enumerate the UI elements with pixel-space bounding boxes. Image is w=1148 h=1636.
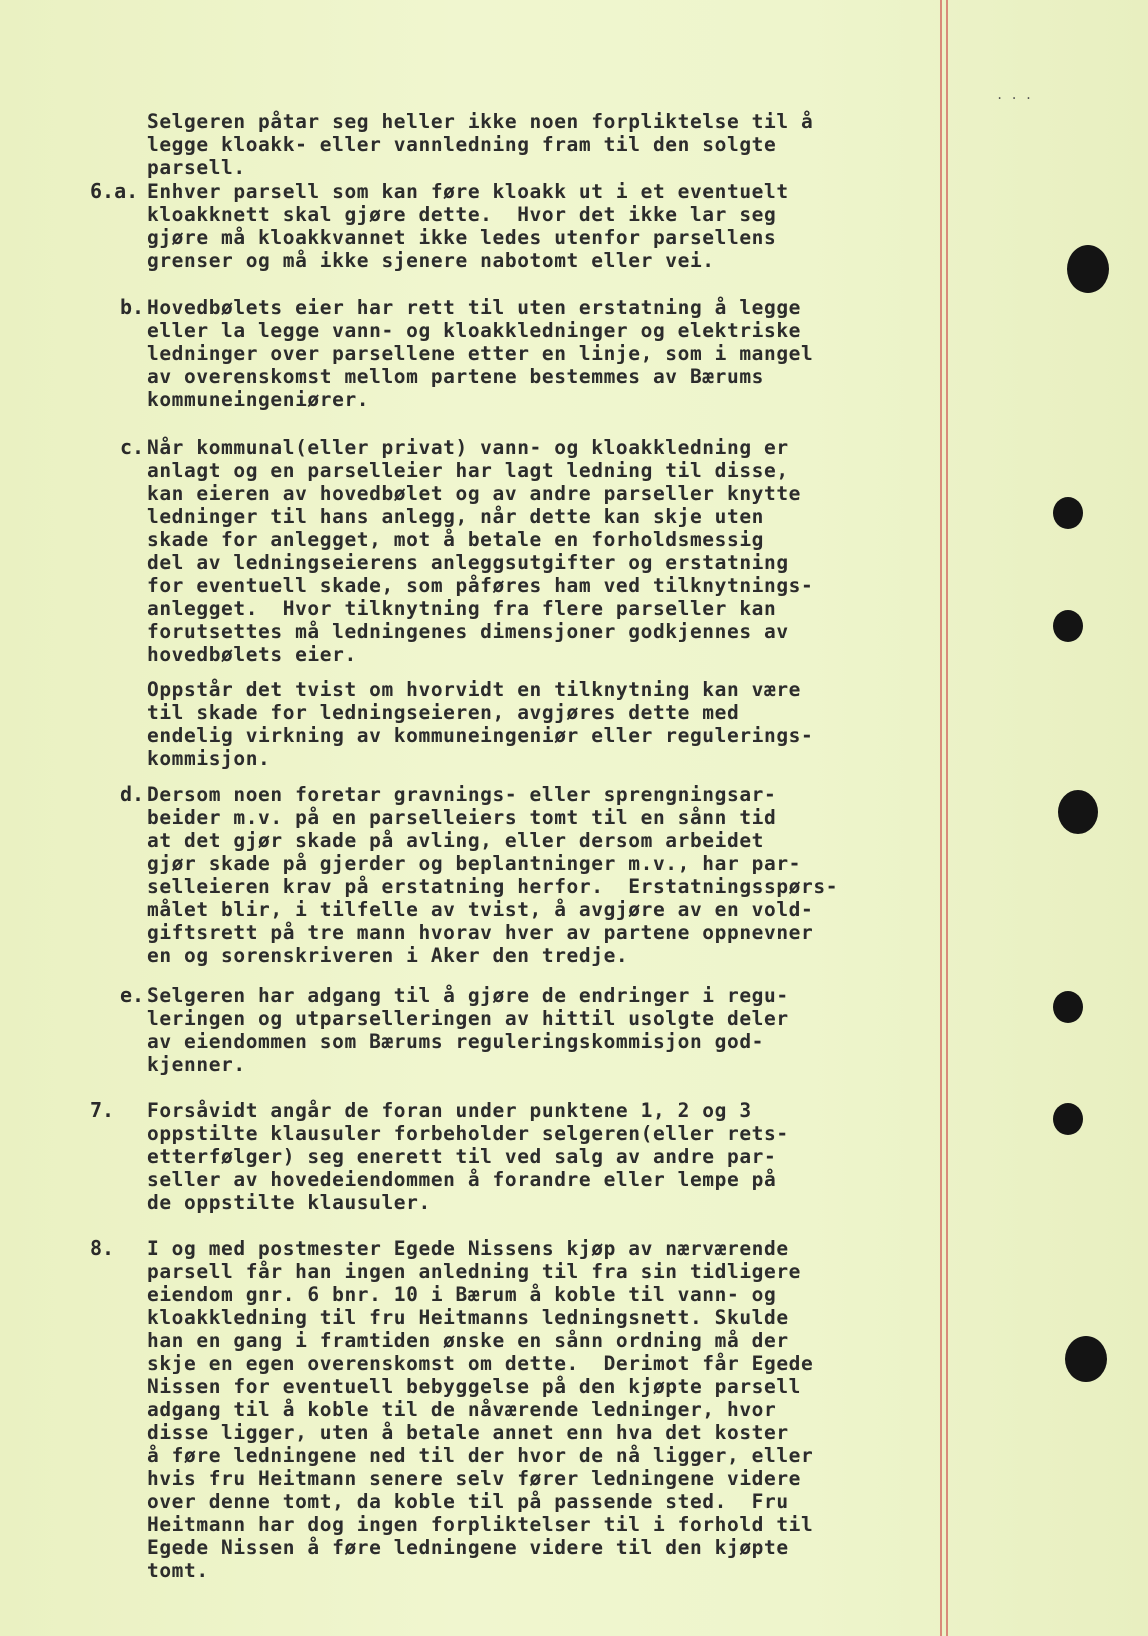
punch-hole-icon bbox=[1053, 991, 1083, 1023]
item-marker-6c: c. bbox=[120, 435, 145, 459]
intro-paragraph: Selgeren påtar seg heller ikke noen forpliktelse til å legge kloakk- eller vannledning fram til den solgte parsell. bbox=[147, 110, 814, 179]
item-marker-7: 7. bbox=[90, 1098, 115, 1122]
item-6c-text: Når kommunal(eller privat) vann- og kloakkledning er anlagt og en parselleier har lagt ledning til disse, kan eieren av hovedbølet og av andre parseller knytte ledninger til hans anlegg, når dette kan skje uten skade for anlegget, mot å betale en forholdsmessig del av ledningseierens anleggsutgifter og erstatning for eventuell skade, som påføres ham ved tilknytnings- anlegget. Hvor tilknytning fra flere parseller kan forutsettes må ledningenes dimensjoner godkjennes av hovedbølets eier. bbox=[147, 436, 814, 666]
punch-hole-icon bbox=[1058, 790, 1098, 834]
punch-hole-icon bbox=[1053, 1103, 1083, 1135]
item-marker-6d: d. bbox=[120, 782, 145, 806]
item-6d-text: Dersom noen foretar gravnings- eller sprengningsar- beider m.v. på en parselleiers tomt til en sånn tid at det gjør skade på avling, eller dersom arbeidet gjør skade på gjerder og beplantninger m.v., har par- selleieren krav på erstatning herfor. Erstatningsspørs- målet blir, i tilfelle av tvist, å avgjøre av en vold- giftsrett på tre mann hvorav hver av partene oppnevner en og sorenskriveren i Aker den tredje. bbox=[147, 783, 839, 967]
item-marker-6a: 6.a. bbox=[90, 179, 139, 203]
corner-marks: . . . bbox=[996, 88, 1033, 102]
item-6b-text: Hovedbølets eier har rett til uten erstatning å legge eller la legge vann- og kloakkledninger og elektriske ledninger over parsellene etter en linje, som i mangel av overenskomst mellom partene bestemmes av Bærums kommuneingeniører. bbox=[147, 296, 814, 411]
punch-hole-icon bbox=[1053, 610, 1083, 642]
item-7-text: Forsåvidt angår de foran under punktene 1, 2 og 3 oppstilte klausuler forbeholder selgeren(eller rets- etterfølger) seg enerett til ved salg av andre par- seller av hovedeiendommen å forandre eller lempe på de oppstilte klausuler. bbox=[147, 1099, 789, 1214]
punch-hole-icon bbox=[1053, 497, 1083, 529]
item-marker-6e: e. bbox=[120, 983, 145, 1007]
margin-rule-left bbox=[940, 0, 942, 1636]
item-6a-text: Enhver parsell som kan føre kloakk ut i et eventuelt kloakknett skal gjøre dette. Hvor det ikke lar seg gjøre må kloakkvannet ikke ledes utenfor parsellens grenser og må ikke sjenere nabotomt eller vei. bbox=[147, 180, 789, 272]
item-marker-8: 8. bbox=[90, 1236, 115, 1260]
item-6e-text: Selgeren har adgang til å gjøre de endringer i regu- leringen og utparselleringen av hittil usolgte deler av eiendommen som Bærums reguleringskommisjon god- kjenner. bbox=[147, 984, 789, 1076]
punch-hole-icon bbox=[1067, 245, 1109, 293]
margin-rule-right bbox=[946, 0, 948, 1636]
item-8-text: I og med postmester Egede Nissens kjøp av nærværende parsell får han ingen anledning til fra sin tidligere eiendom gnr. 6 bnr. 10 i Bærum å koble til vann- og kloakkledning til fru Heitmanns ledningsnett. Skulde han en gang i framtiden ønske en sånn ordning må der skje en egen overenskomst om dette. Derimot får Egede Nissen for eventuell bebyggelse på den kjøpte parsell adgang til å koble til de nåværende ledninger, hvor disse ligger, uten å betale annet enn hva det koster å føre ledningene ned til der hvor de nå ligger, eller hvis fru Heitmann senere selv fører ledningene videre over denne tomt, da koble til på passende sted. Fru Heitmann har dog ingen forpliktelser til i forhold til Egede Nissen å føre ledningene videre til den kjøpte tomt. bbox=[147, 1237, 814, 1582]
punch-hole-icon bbox=[1065, 1336, 1107, 1382]
item-marker-6b: b. bbox=[120, 295, 145, 319]
item-6c-paragraph-2: Oppstår det tvist om hvorvidt en tilknytning kan være til skade for ledningseieren, avgjøres dette med endelig virkning av kommuneingeniør eller regulerings- kommisjon. bbox=[147, 678, 814, 770]
